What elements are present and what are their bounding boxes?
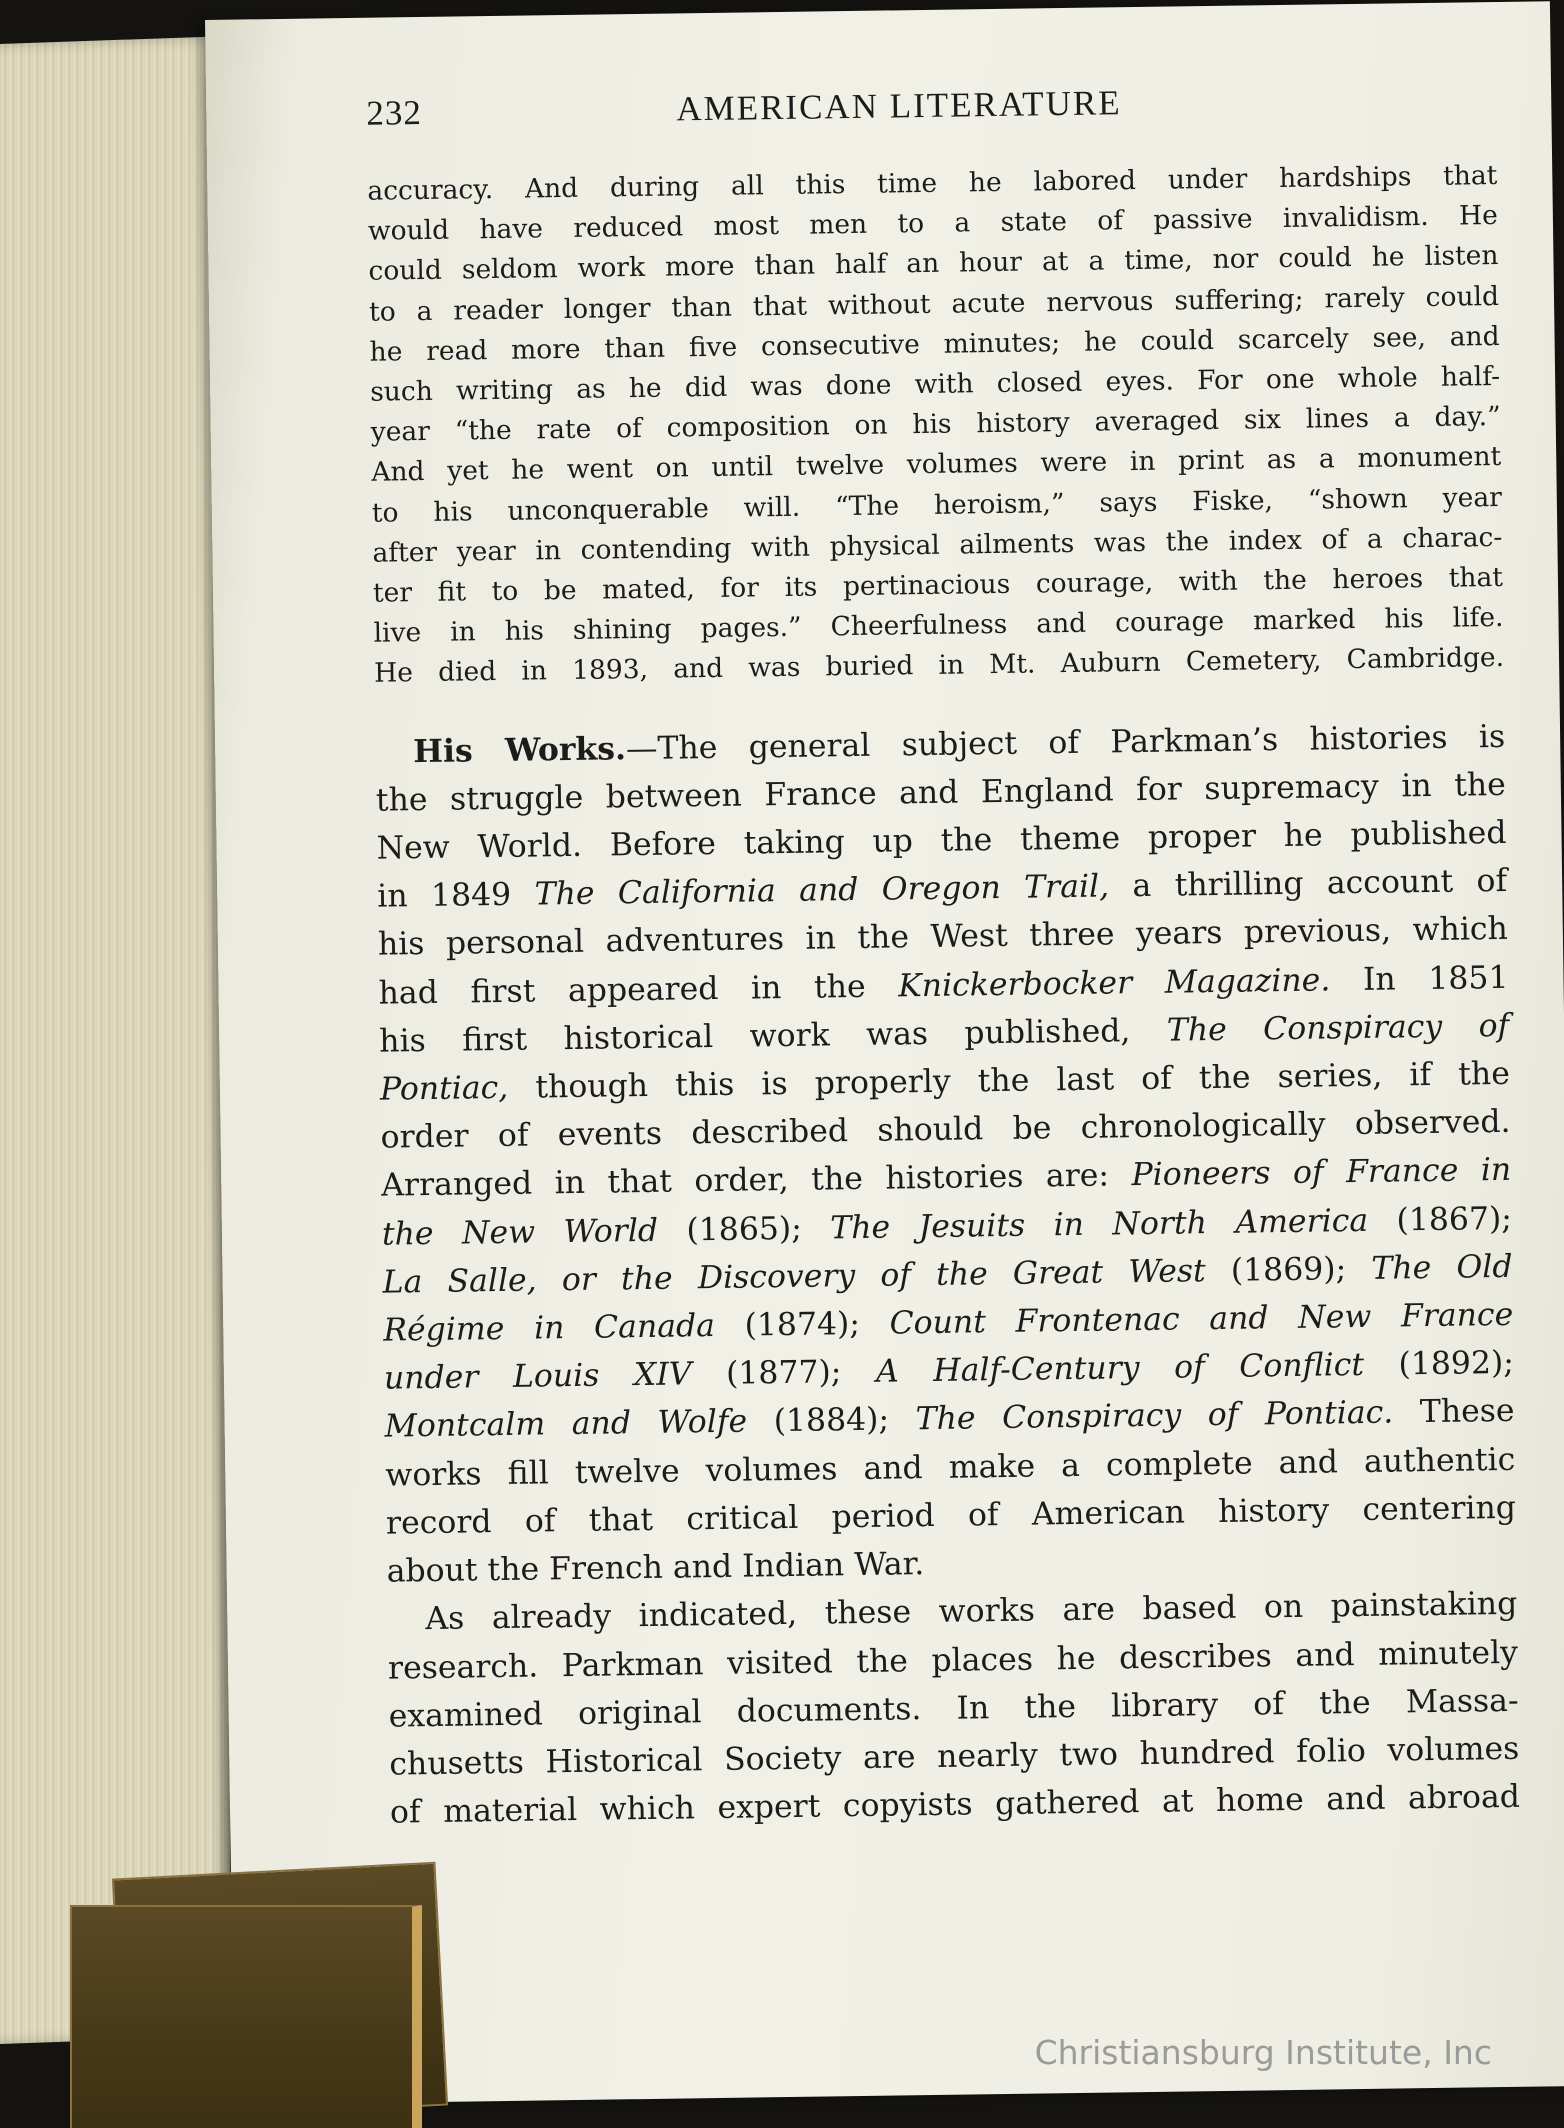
text-run: (1892);: [1363, 1345, 1515, 1384]
book-title: the New World: [381, 1212, 659, 1253]
text-line: such writing as he did was done with closed eyes. For one whole half-: [369, 360, 1501, 408]
section-heading: His Works.: [412, 729, 627, 770]
running-header: [366, 78, 1497, 154]
book-title: Pontiac,: [379, 1069, 509, 1108]
text-run: (1884);: [746, 1401, 916, 1441]
text-line: could seldom work more than half an hour at a time, nor could he listen: [368, 240, 1499, 288]
book-title: The Conspiracy of Pontiac.: [915, 1395, 1394, 1438]
text-run: though this is properly the last of the series, if the: [508, 1055, 1511, 1106]
running-title: AMERICAN LITERATURE: [676, 83, 1122, 129]
text-line: would have reduced most men to a state of passive invalidism. He: [367, 200, 1499, 247]
text-run: (1874);: [714, 1305, 890, 1345]
text-line: works fill twelve volumes and make a complete and authentic: [385, 1441, 1516, 1494]
text-run: had first appeared in the: [378, 968, 899, 1012]
text-line: chusetts Historical Society are nearly two hundred folio volumes: [389, 1730, 1520, 1783]
text-line: record of that critical period of American history centering: [385, 1489, 1517, 1542]
foreground-book: [70, 1905, 422, 2128]
text-run: —The general subject of Parkman’s histories is: [625, 718, 1506, 767]
text-run: (1877);: [691, 1354, 877, 1393]
book-title: Pioneers of France in: [1131, 1152, 1512, 1194]
page-number: 232: [366, 92, 423, 133]
text-line: about the French and Indian War.: [386, 1546, 925, 1590]
magazine-title: Knickerbocker Magazine.: [897, 962, 1331, 1005]
text-line: to his unconquerable will. “The heroism,” says Fiske, “shown year: [371, 481, 1503, 529]
text-run: These: [1392, 1393, 1515, 1432]
book-title: Count Frontenac and New France: [889, 1296, 1514, 1342]
text-run: in 1849: [377, 876, 535, 915]
text-line: And yet he went on until twelve volumes were in print as a monument: [371, 441, 1502, 489]
text-line: live in his shining pages.” Cheerfulness and courage marked his life.: [373, 602, 1504, 649]
text-line: accuracy. And during all this time he labored under hardships that: [367, 159, 1498, 207]
text-run: (1869);: [1205, 1250, 1372, 1290]
text-line: to a reader longer than that without acute nervous suffering; rarely could: [368, 280, 1500, 328]
book-title: The Old: [1371, 1248, 1513, 1287]
his-works-section: [375, 713, 1517, 1596]
book-page: [205, 1, 1564, 2105]
text-run: (1867);: [1367, 1200, 1513, 1239]
text-line: research. Parkman visited the places he describes and minutely: [387, 1634, 1519, 1687]
text-run: Arranged in that order, the histories are:: [381, 1157, 1132, 1205]
text-run: a thrilling account of: [1108, 863, 1508, 905]
text-line: ter fit to be mated, for its pertinacious courage, with the heroes that: [372, 561, 1504, 609]
text-run: (1865);: [657, 1210, 831, 1249]
book-page-edges: [0, 36, 230, 2044]
text-line: year “the rate of composition on his history averaged six lines a day.”: [370, 401, 1501, 448]
biography-paragraph: [367, 156, 1504, 694]
book-title: Régime in Canada: [383, 1308, 716, 1349]
text-line: New World. Before taking up the theme proper he published: [376, 814, 1507, 867]
text-line: examined original documents. In the library of the Massa-: [388, 1682, 1519, 1735]
text-run: In 1851: [1330, 959, 1509, 999]
book-title: A Half-Century of Conflict: [875, 1347, 1365, 1391]
text-line: of material which expert copyists gathered at home and abroad: [389, 1778, 1521, 1831]
text-line: his personal adventures in the West three years previous, which: [377, 911, 1509, 964]
text-run: his first historical work was published,: [379, 1012, 1168, 1060]
page-text-block: [366, 78, 1520, 1837]
text-line: As already indicated, these works are based on painstaking: [425, 1586, 1518, 1638]
text-line: he read more than five consecutive minutes; he could scarcely see, and: [369, 320, 1500, 368]
research-paragraph: [387, 1580, 1520, 1837]
book-title: The California and Oregon Trail,: [534, 868, 1110, 913]
book-title: Montcalm and Wolfe: [384, 1404, 748, 1446]
book-title: under Louis XIV: [383, 1356, 692, 1397]
watermark-text: Christiansburg Institute, Inc: [1034, 2033, 1492, 2072]
text-line: He died in 1893, and was buried in Mt. Auburn Cemetery, Cambridge.: [373, 642, 1505, 690]
book-title: The Conspiracy of: [1166, 1007, 1510, 1049]
book-title: La Salle, or the Discovery of the Great West: [382, 1253, 1206, 1301]
text-line: after year in contending with physical ailments was the index of a charac-: [372, 521, 1503, 569]
book-title: The Jesuits in North America: [829, 1202, 1369, 1247]
text-line: order of events described should be chronologically observed.: [380, 1104, 1511, 1156]
text-line: the struggle between France and England for supremacy in the: [375, 766, 1507, 819]
